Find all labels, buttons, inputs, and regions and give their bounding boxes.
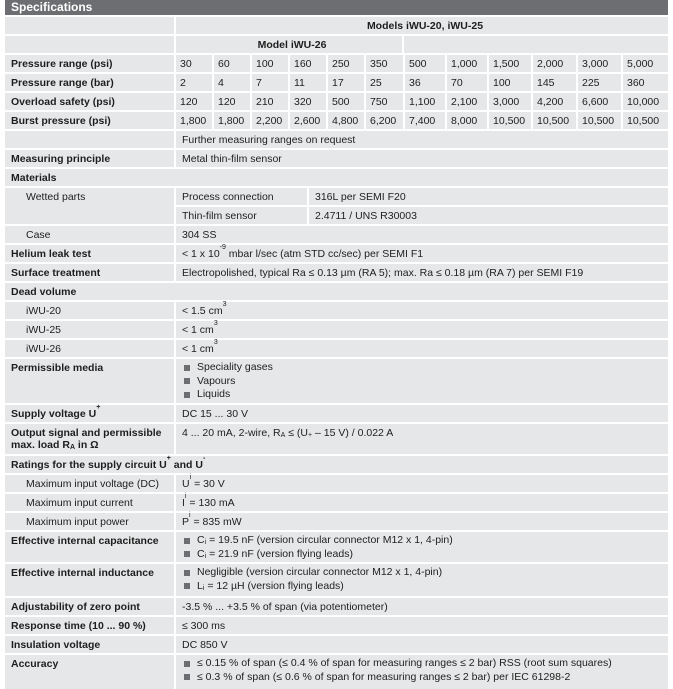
pressure-value: 750 bbox=[366, 93, 403, 110]
text: = 12 µH (version flying leads) bbox=[204, 579, 344, 592]
pressure-value: 4,800 bbox=[328, 112, 364, 129]
pressure-value: 6,600 bbox=[578, 93, 621, 110]
value-mid: ≤ (U bbox=[285, 427, 308, 439]
pressure-row bbox=[5, 74, 668, 91]
row-label: Effective internal inductance bbox=[5, 564, 174, 596]
volume-value: < 1 cm bbox=[182, 324, 214, 336]
pressure-value: 10,500 bbox=[533, 112, 576, 129]
text: Negligible (version circular connector M12 x 1, 4-pin) bbox=[197, 566, 443, 578]
row-label: Maximum input voltage (DC) bbox=[5, 475, 174, 492]
pressure-value: 1,000 bbox=[447, 55, 487, 72]
pressure-value: 10,500 bbox=[578, 112, 621, 129]
pressure-value: 25 bbox=[366, 74, 403, 91]
media-item: Vapours bbox=[182, 375, 273, 389]
row-value: I i = 130 mA bbox=[176, 494, 668, 511]
pressure-value: 5,000 bbox=[623, 55, 668, 72]
text: = 19.5 nF (version circular connector M12 x 1, 4-pin) bbox=[206, 534, 453, 546]
wetted-part: Process connection bbox=[176, 188, 307, 205]
row-label: Dead volume bbox=[5, 283, 668, 300]
dead-volume-row bbox=[5, 283, 668, 300]
pressure-value: 225 bbox=[578, 74, 621, 91]
dead-volume-item-row bbox=[5, 340, 668, 357]
pressure-value: 320 bbox=[290, 93, 326, 110]
pressure-value: 1,800 bbox=[214, 112, 250, 129]
pressure-value: 1,800 bbox=[176, 112, 212, 129]
dead-volume-item-row bbox=[5, 302, 668, 319]
pressure-value: 1,500 bbox=[489, 55, 531, 72]
dead-volume-item-row bbox=[5, 321, 668, 338]
permissible-media-row bbox=[5, 359, 668, 403]
row-label: iWU-20 bbox=[5, 302, 174, 319]
row-label: Insulation voltage bbox=[5, 636, 174, 653]
symbol-sub: i bbox=[204, 539, 207, 546]
pressure-value: 3,000 bbox=[578, 55, 621, 72]
pressure-value: 60 bbox=[214, 55, 250, 72]
empty-cell bbox=[404, 36, 668, 53]
response-time-row bbox=[5, 617, 668, 634]
pressure-value: 6,200 bbox=[366, 112, 403, 129]
helium-leak-row bbox=[5, 245, 668, 262]
label-sub: A bbox=[69, 444, 75, 451]
pressure-value: 10,500 bbox=[489, 112, 531, 129]
row-label: Accuracy bbox=[5, 655, 174, 689]
pressure-value: 36 bbox=[405, 74, 445, 91]
model-26-header: Model iWU-26 bbox=[176, 36, 402, 53]
media-item: Speciality gases bbox=[182, 361, 273, 375]
label-mid: and U bbox=[170, 459, 203, 471]
helium-pre: < 1 x 10 bbox=[182, 248, 220, 260]
pressure-value: 120 bbox=[214, 93, 250, 110]
pressure-value: 1,100 bbox=[405, 93, 445, 110]
pressure-value: 3,000 bbox=[489, 93, 531, 110]
pressure-value: 160 bbox=[290, 55, 326, 72]
row-label: Measuring principle bbox=[5, 150, 174, 167]
media-item: Liquids bbox=[182, 388, 273, 402]
empty-label-cell bbox=[5, 17, 174, 34]
wetted-material: 2.4711 / UNS R30003 bbox=[309, 207, 668, 224]
label-line1: Output signal and permissible bbox=[11, 427, 162, 439]
value: = 130 mA bbox=[186, 497, 235, 509]
pressure-value: 360 bbox=[623, 74, 668, 91]
surface-row bbox=[5, 264, 668, 281]
pressure-value: 30 bbox=[176, 55, 212, 72]
row-label: Adjustability of zero point bbox=[5, 598, 174, 615]
measuring-principle-row bbox=[5, 150, 668, 167]
media-list bbox=[182, 361, 273, 402]
value: = 835 mW bbox=[190, 516, 242, 528]
row-label: Overload safety (psi) bbox=[5, 93, 174, 110]
row-value: 304 SS bbox=[176, 226, 668, 243]
pressure-row bbox=[5, 93, 668, 110]
pressure-value: 7 bbox=[252, 74, 288, 91]
model-26-header-row bbox=[5, 36, 668, 53]
row-value: DC 15 ... 30 V bbox=[176, 405, 668, 422]
output-signal-row bbox=[5, 424, 668, 454]
models-all-header: Models iWU-20, iWU-25 bbox=[176, 17, 668, 34]
further-ranges-row bbox=[5, 131, 668, 148]
row-label: Materials bbox=[5, 169, 668, 186]
pressure-value: 210 bbox=[252, 93, 288, 110]
empty-label-cell bbox=[5, 36, 174, 53]
row-label: Maximum input power bbox=[5, 513, 174, 530]
row-value: < 1 cm 3 bbox=[176, 321, 668, 338]
pressure-value: 2,000 bbox=[533, 55, 576, 72]
accuracy-list bbox=[182, 657, 612, 684]
row-value: DC 850 V bbox=[176, 636, 668, 653]
row-label: Response time (10 ... 90 %) bbox=[5, 617, 174, 634]
pressure-value: 10,000 bbox=[623, 93, 668, 110]
pressure-value: 500 bbox=[405, 55, 445, 72]
row-label: Helium leak test bbox=[5, 245, 174, 262]
rating-row bbox=[5, 494, 668, 511]
label-line2 bbox=[11, 439, 99, 451]
label-pre: Ratings for the supply circuit U bbox=[11, 459, 167, 471]
row-value: -3.5 % ... +3.5 % of span (via potentiometer) bbox=[176, 598, 668, 615]
value-sub: + bbox=[307, 432, 313, 439]
pressure-row bbox=[5, 55, 668, 72]
pressure-value: 120 bbox=[176, 93, 212, 110]
row-label: Burst pressure (psi) bbox=[5, 112, 174, 129]
row-value: < 1 cm 3 bbox=[176, 340, 668, 357]
rating-row bbox=[5, 475, 668, 492]
label-pre: max. load R bbox=[11, 439, 70, 451]
row-label: Permissible media bbox=[5, 359, 174, 403]
symbol: L bbox=[197, 579, 203, 592]
capacitance-row bbox=[5, 532, 668, 562]
section-title: Specifications bbox=[5, 0, 668, 15]
row-value: P i = 835 mW bbox=[176, 513, 668, 530]
wetted-material: 316L per SEMI F20 bbox=[309, 188, 668, 205]
value-post: – 15 V) / 0.022 A bbox=[312, 427, 394, 439]
symbol: C bbox=[197, 547, 205, 560]
row-label: iWU-25 bbox=[5, 321, 174, 338]
accuracy-item: ≤ 0.3 % of span (≤ 0.6 % of span for measuring ranges ≤ 2 bar) per IEC 61298-2 bbox=[182, 671, 612, 685]
capacitance-item bbox=[182, 548, 453, 562]
symbol: C bbox=[197, 534, 205, 546]
row-value: Metal thin-film sensor bbox=[176, 150, 668, 167]
zero-point-row bbox=[5, 598, 668, 615]
row-value: Electropolished, typical Ra ≤ 0.13 µm (RA 5); max. Ra ≤ 0.18 µm (RA 7) per SEMI F19 bbox=[176, 264, 668, 281]
row-label: iWU-26 bbox=[5, 340, 174, 357]
symbol: I bbox=[182, 497, 185, 509]
pressure-value: 2 bbox=[176, 74, 212, 91]
rating-row bbox=[5, 513, 668, 530]
volume-value: < 1 cm bbox=[182, 343, 214, 355]
row-label: Effective internal capacitance bbox=[5, 532, 174, 562]
models-header-row bbox=[5, 17, 668, 34]
pressure-value: 2,200 bbox=[252, 112, 288, 129]
symbol-sub: i bbox=[204, 552, 207, 560]
further-ranges-note: Further measuring ranges on request bbox=[176, 131, 668, 148]
inductance-row bbox=[5, 564, 668, 596]
pressure-value: 10,500 bbox=[623, 112, 668, 129]
pressure-row bbox=[5, 112, 668, 129]
label-post: in Ω bbox=[75, 439, 99, 451]
label-text: Supply voltage U bbox=[11, 408, 97, 420]
row-label: Case bbox=[5, 226, 174, 243]
pressure-value: 145 bbox=[533, 74, 576, 91]
inductance-item bbox=[182, 566, 442, 580]
text: = 21.9 nF (version flying leads) bbox=[206, 547, 353, 560]
symbol: U bbox=[182, 478, 190, 490]
pressure-value: 4 bbox=[214, 74, 250, 91]
pressure-value: 100 bbox=[252, 55, 288, 72]
accuracy-item: ≤ 0.15 % of span (≤ 0.4 % of span for measuring ranges ≤ 2 bar) RSS (root sum squares) bbox=[182, 657, 612, 671]
row-label bbox=[5, 424, 174, 454]
row-value: < 1.5 cm 3 bbox=[176, 302, 668, 319]
pressure-value: 4,200 bbox=[533, 93, 576, 110]
row-value: U i = 30 V bbox=[176, 475, 668, 492]
materials-row bbox=[5, 169, 668, 186]
supply-voltage-row bbox=[5, 405, 668, 422]
row-value bbox=[176, 424, 668, 454]
row-label: Supply voltage U + bbox=[5, 405, 174, 422]
row-value: ≤ 300 ms bbox=[176, 617, 668, 634]
row-label: Pressure range (bar) bbox=[5, 74, 174, 91]
ratings-row bbox=[5, 456, 668, 473]
empty-label-cell bbox=[5, 131, 174, 148]
pressure-value: 2,600 bbox=[290, 112, 326, 129]
symbol-sub: i bbox=[202, 584, 205, 592]
row-label: Pressure range (psi) bbox=[5, 55, 174, 72]
pressure-value: 70 bbox=[447, 74, 487, 91]
pressure-value: 100 bbox=[489, 74, 531, 91]
helium-post: mbar l/sec (atm STD cc/sec) per SEMI F1 bbox=[225, 248, 424, 260]
row-value: < 1 x 10 -9 mbar l/sec (atm STD cc/sec) per SEMI F1 bbox=[176, 245, 668, 262]
pressure-value: 7,400 bbox=[405, 112, 445, 129]
pressure-value: 8,000 bbox=[447, 112, 487, 129]
case-row bbox=[5, 226, 668, 243]
pressure-value: 11 bbox=[290, 74, 326, 91]
wetted-parts-row bbox=[5, 188, 668, 224]
wetted-part: Thin-film sensor bbox=[176, 207, 307, 224]
insulation-row bbox=[5, 636, 668, 653]
inductance-list bbox=[182, 566, 442, 593]
row-label: Surface treatment bbox=[5, 264, 174, 281]
inductance-item bbox=[182, 580, 442, 594]
capacitance-list bbox=[182, 534, 453, 561]
pressure-value: 250 bbox=[328, 55, 364, 72]
capacitance-item bbox=[182, 534, 453, 548]
pressure-value: 500 bbox=[328, 93, 364, 110]
row-label: Wetted parts bbox=[5, 188, 174, 224]
row-label: Maximum input current bbox=[5, 494, 174, 511]
pressure-value: 17 bbox=[328, 74, 364, 91]
value: = 30 V bbox=[191, 478, 225, 490]
value-sub: A bbox=[280, 432, 286, 439]
volume-value: < 1.5 cm bbox=[182, 305, 223, 317]
symbol: P bbox=[182, 516, 190, 528]
value-pre: 4 ... 20 mA, 2-wire, R bbox=[182, 427, 281, 439]
pressure-value: 2,100 bbox=[447, 93, 487, 110]
pressure-value: 350 bbox=[366, 55, 403, 72]
row-label: Ratings for the supply circuit U + and U - bbox=[5, 456, 668, 473]
